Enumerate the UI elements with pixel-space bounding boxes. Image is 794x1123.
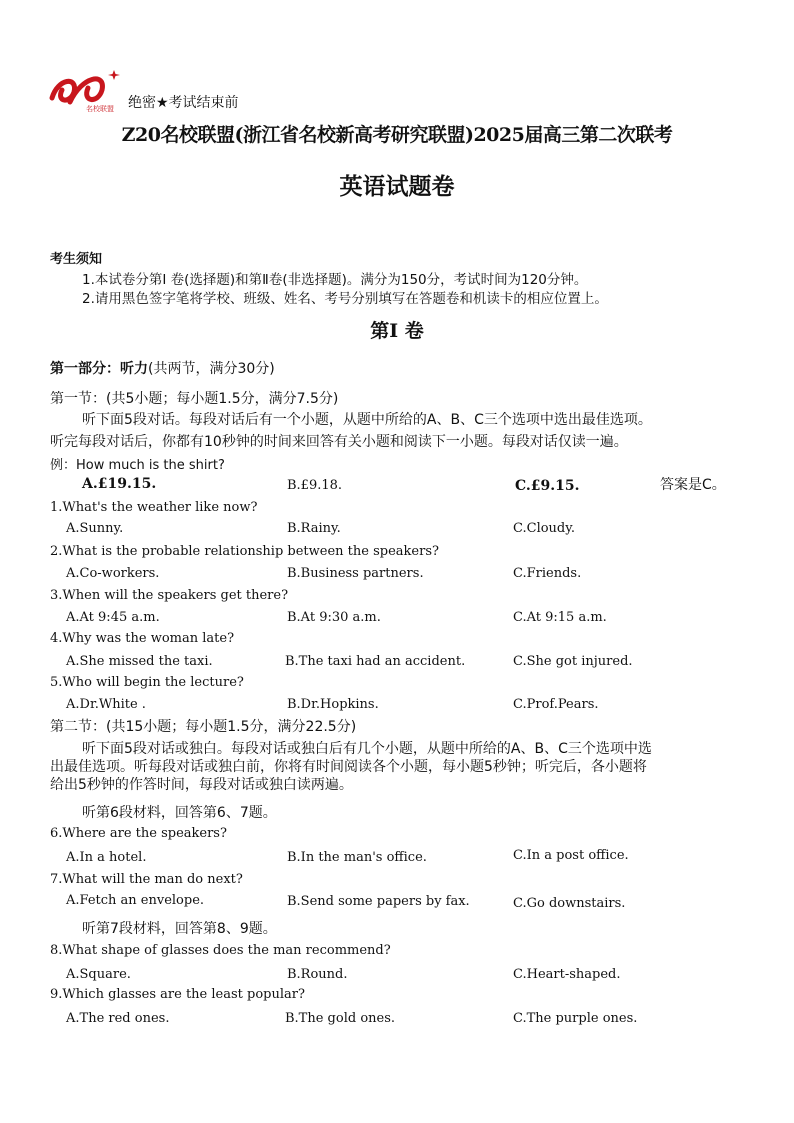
option-b: B.The taxi had an accident.	[285, 654, 466, 669]
option-c: C.Go downstairs.	[513, 896, 626, 911]
part1-note: (共两节，满分30分)	[148, 361, 275, 377]
option-b: B.In the man's office.	[287, 850, 427, 865]
section2-instruction: 出最佳选项。听每段对话或独白前，你将有时间阅读各个小题，每小题5秒钟；听完后，各小题将	[50, 759, 647, 775]
question: 9.Which glasses are the least popular?	[50, 987, 305, 1002]
option-b: B.Send some papers by fax.	[287, 894, 470, 909]
notice-item: 1.本试卷分第I 卷(选择题)和第Ⅱ卷(非选择题)。满分为150分，考试时间为120分钟。	[82, 272, 588, 288]
option-b: B.Rainy.	[287, 521, 341, 536]
section1-heading: 第一节：(共5小题；每小题1.5分，满分7.5分)	[50, 391, 339, 407]
question: 5.Who will begin the lecture?	[50, 675, 244, 690]
section1-instruction: 听下面5段对话。每段对话后有一个小题，从题中所给的A、B、C三个选项中选出最佳选项。	[82, 412, 652, 428]
section2-heading: 第二节：(共15小题；每小题1.5分，满分22.5分)	[50, 719, 357, 735]
option-b: B.The gold ones.	[285, 1011, 396, 1026]
question: 6.Where are the speakers?	[50, 826, 227, 841]
logo-text: 名校联盟	[86, 105, 114, 113]
part1-heading	[50, 358, 275, 378]
question: 8.What shape of glasses does the man recommend?	[50, 943, 391, 958]
option-c: C.Friends.	[513, 566, 582, 581]
option-a: A.The red ones.	[66, 1011, 170, 1026]
section2-instruction: 听下面5段对话或独白。每段对话或独白后有几个小题，从题中所给的A、B、C三个选项中选	[82, 741, 652, 757]
example-answer: 答案是C。	[660, 477, 726, 493]
option-a: A.At 9:45 a.m.	[66, 610, 160, 625]
notice-heading: 考生须知	[50, 252, 103, 267]
notice-item: 2.请用黑色签字笔将学校、班级、姓名、考号分别填写在答题卷和机读卡的相应位置上。	[82, 291, 608, 307]
section2-instruction: 给出5秒钟的作答时间，每段对话或独白读两遍。	[50, 777, 353, 793]
option-b: B.Business partners.	[287, 566, 424, 581]
exam-subtitle: 英语试题卷	[339, 174, 455, 200]
option-a: A.In a hotel.	[66, 850, 147, 865]
option-a: A.Square.	[66, 967, 131, 982]
section1-instruction: 听完每段对话后，你都有10秒钟的时间来回答有关小题和阅读下一小题。每段对话仅读一遍。	[50, 434, 628, 450]
option-a: A.Sunny.	[66, 521, 124, 536]
option-c: C.Heart-shaped.	[513, 967, 621, 982]
exam-title: Z20名校联盟(浙江省名校新高考研究联盟)2025届高三第二次联考	[121, 124, 673, 146]
option-b: B.At 9:30 a.m.	[287, 610, 381, 625]
material-label: 听第6段材料，回答第6、7题。	[82, 805, 277, 821]
option-c: C.She got injured.	[513, 654, 633, 669]
question: 3.When will the speakers get there?	[50, 588, 289, 603]
question: 2.What is the probable relationship between the speakers?	[50, 544, 439, 559]
option-c: C.In a post office.	[513, 848, 629, 863]
option-c: C.Prof.Pears.	[513, 697, 599, 712]
option-b: B.Dr.Hopkins.	[287, 697, 379, 712]
option-a: A.She missed the taxi.	[66, 654, 213, 669]
option-a: A.Dr.White .	[66, 697, 146, 712]
example-option-b: B.£9.18.	[287, 478, 343, 493]
volume-title: 第I 卷	[370, 320, 424, 342]
option-a: A.Fetch an envelope.	[66, 893, 205, 908]
question: 7.What will the man do next?	[50, 872, 243, 887]
option-a: A.Co-workers.	[66, 566, 160, 581]
option-b: B.Round.	[287, 967, 348, 982]
option-c: C.The purple ones.	[513, 1011, 638, 1026]
example-option-c: C.£9.15.	[515, 478, 580, 494]
material-label: 听第7段材料，回答第8、9题。	[82, 921, 277, 937]
logo	[48, 68, 124, 114]
example-option-a: A.£19.15.	[82, 476, 157, 492]
part1-label: 第一部分：听力	[50, 361, 148, 377]
question: 4.Why was the woman late?	[50, 631, 235, 646]
example-question: 例：How much is the shirt?	[50, 458, 225, 473]
option-c: C.At 9:15 a.m.	[513, 610, 607, 625]
secret-label: 绝密★考试结束前	[128, 95, 239, 111]
option-c: C.Cloudy.	[513, 521, 575, 536]
question: 1.What's the weather like now?	[50, 500, 258, 515]
